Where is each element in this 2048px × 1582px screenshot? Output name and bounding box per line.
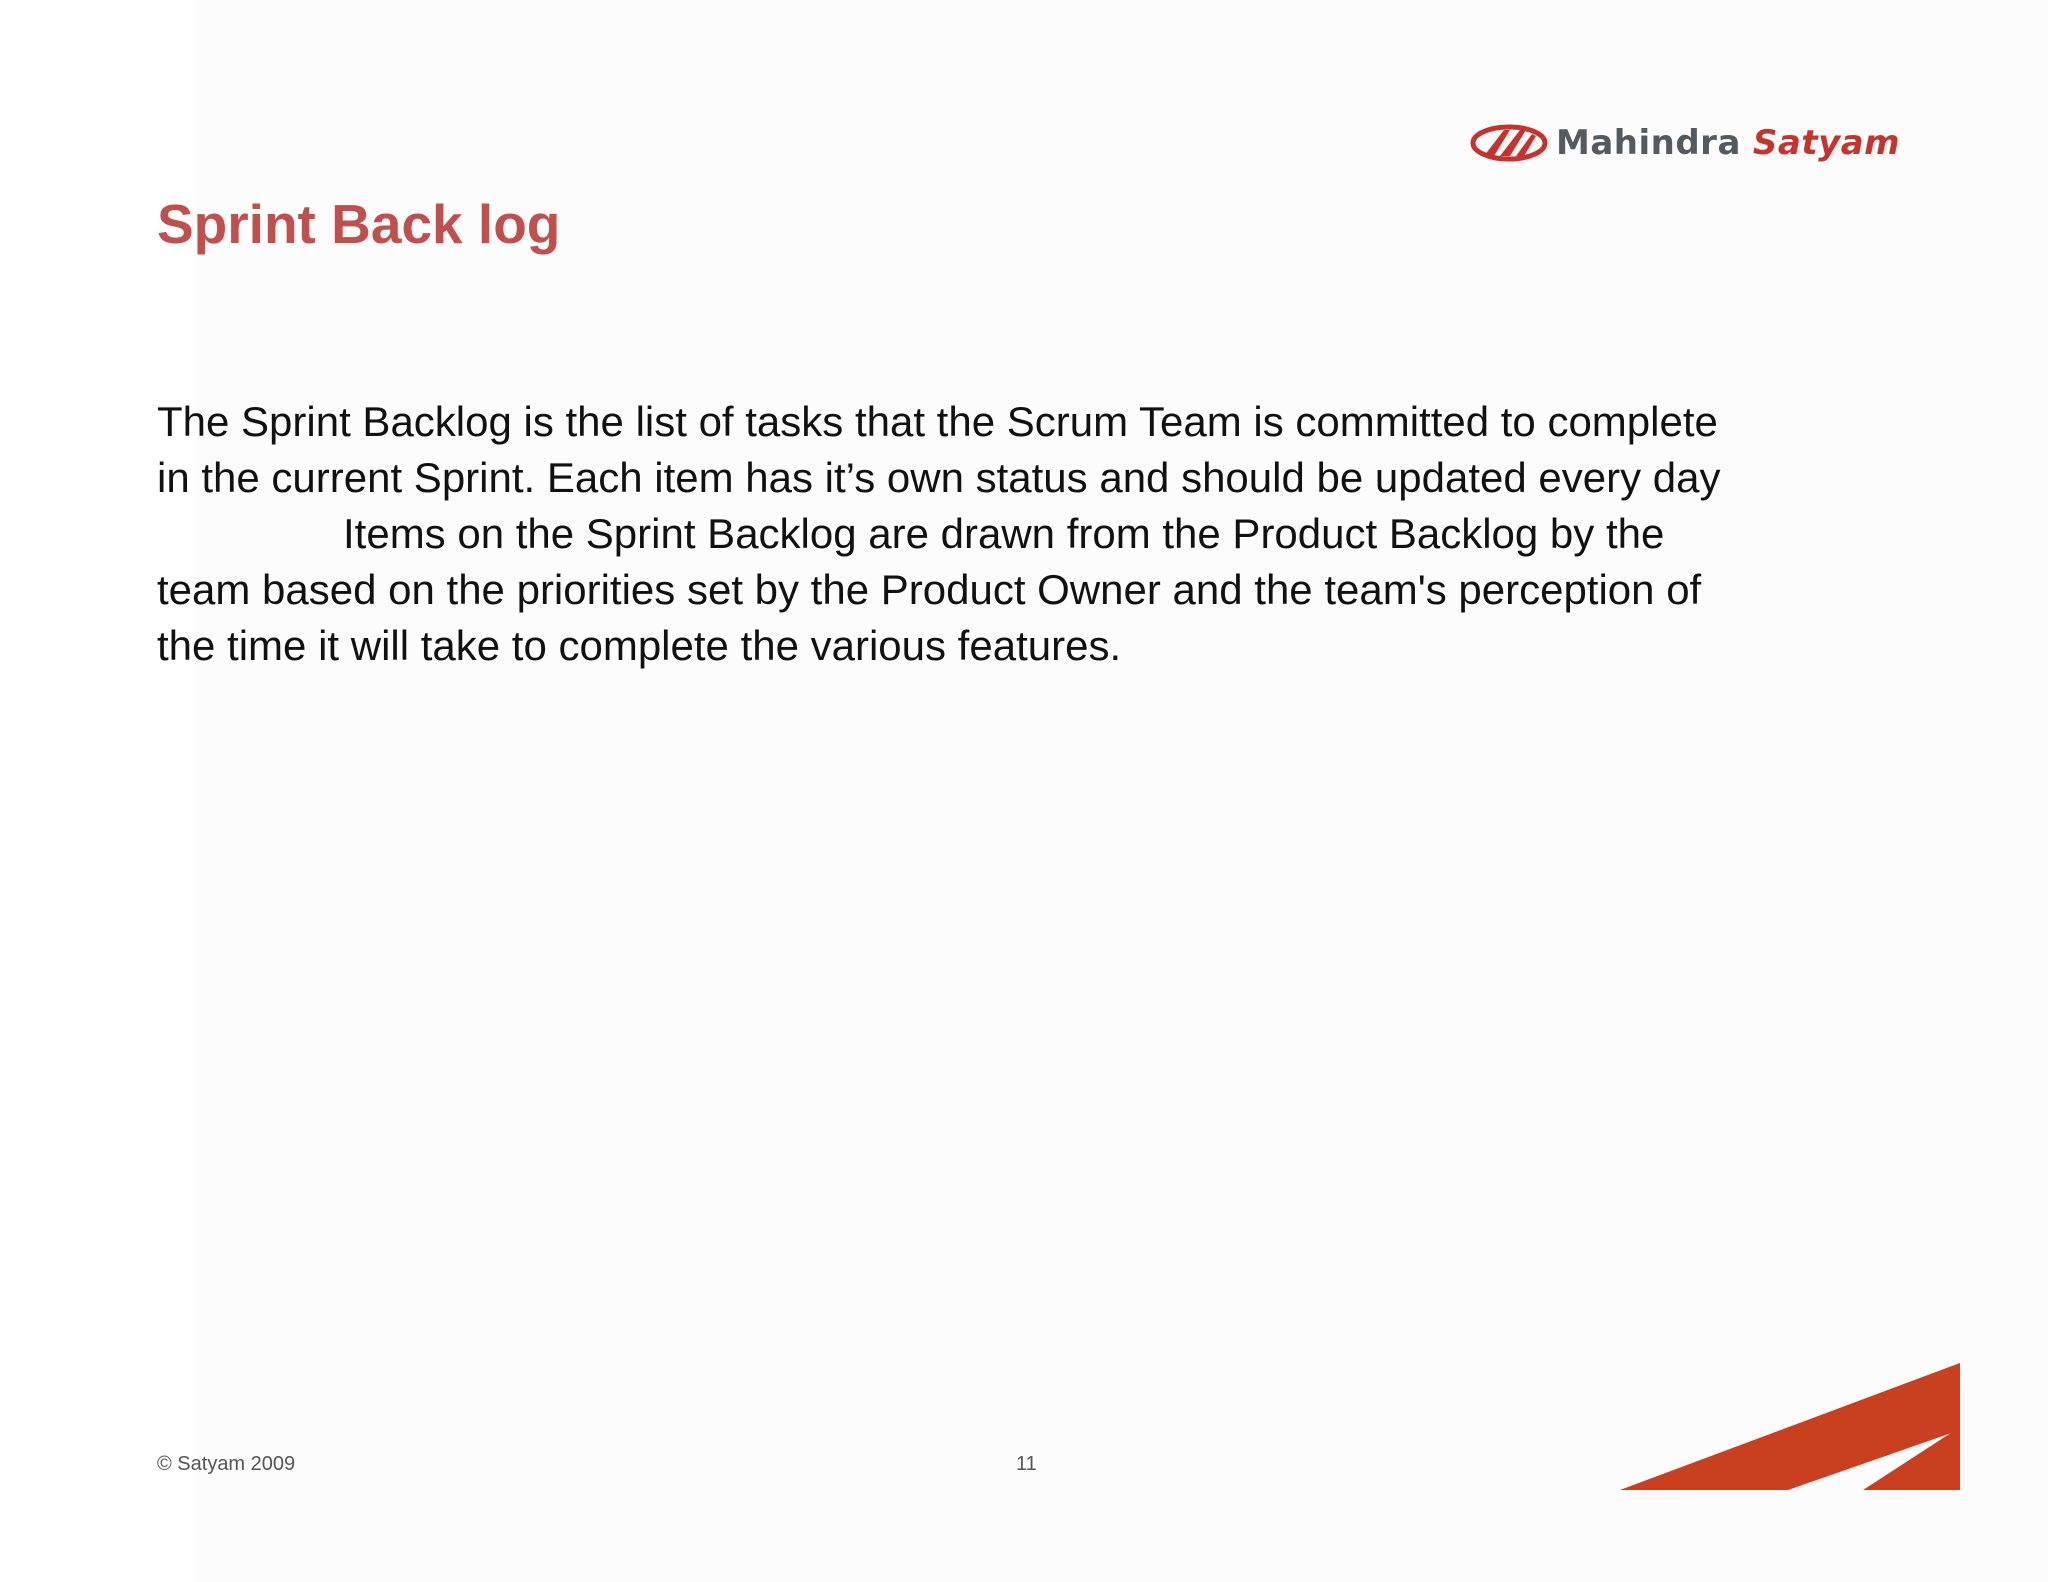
corner-stripes-graphic bbox=[1620, 1363, 1960, 1493]
logo-word-mahindra: Mahindra bbox=[1556, 123, 1741, 163]
mahindra-rise-logo-icon bbox=[1470, 122, 1548, 164]
company-logo bbox=[1470, 118, 1900, 168]
logo-wordmark bbox=[1556, 123, 1900, 163]
page-title: Sprint Back log bbox=[157, 193, 561, 255]
body-paragraph bbox=[157, 394, 1897, 674]
body-line: in the current Sprint. Each item has it’s own status and should be updated every day bbox=[157, 454, 1721, 501]
page-number: 11 bbox=[1016, 1453, 1037, 1475]
body-line: Items on the Sprint Backlog are drawn from the Product Backlog by the bbox=[343, 510, 1665, 557]
body-line: team based on the priorities set by the Product Owner and the team's perception of bbox=[157, 566, 1702, 613]
footer-copyright: © Satyam 2009 bbox=[157, 1453, 296, 1475]
body-line: The Sprint Backlog is the list of tasks that the Scrum Team is committed to complete bbox=[157, 398, 1718, 445]
body-line: the time it will take to complete the various features. bbox=[157, 622, 1122, 669]
logo-word-satyam: Satyam bbox=[1752, 123, 1901, 163]
